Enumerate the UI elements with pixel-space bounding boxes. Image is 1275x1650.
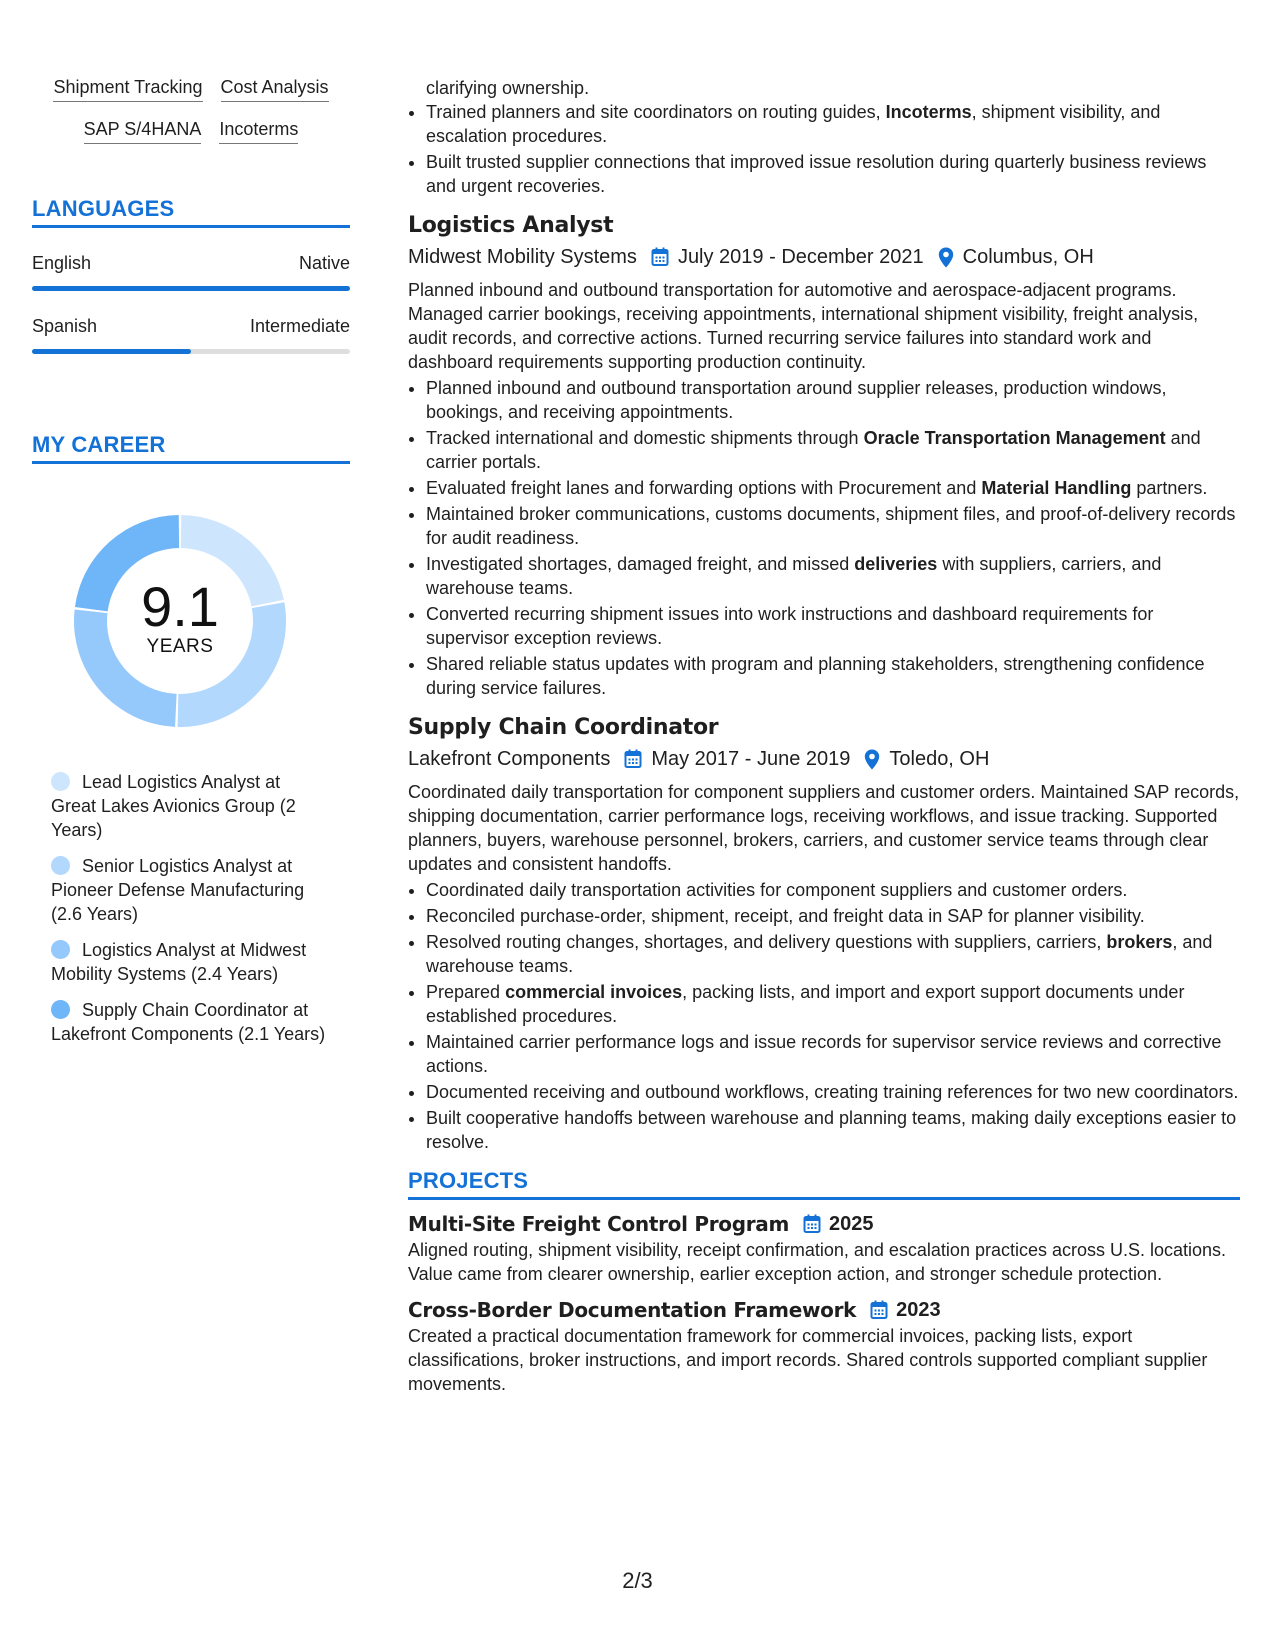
skill-tag: SAP S/4HANA: [84, 118, 202, 144]
job-meta: [408, 744, 1240, 774]
skill-tag: Incoterms: [219, 118, 298, 144]
career-total-years: 9.1: [141, 575, 219, 638]
job-dates: July 2019 - December 2021: [677, 246, 924, 268]
bullet-item: [426, 930, 1240, 978]
job-meta: [408, 242, 1240, 272]
career-donut-chart: [65, 506, 295, 736]
languages-section: [32, 196, 350, 354]
job-company: Lakefront Components: [408, 748, 611, 770]
career-section: [32, 432, 350, 1046]
bullet-text: Coordinated daily transportation activities for component suppliers and customer orders.: [426, 880, 1128, 900]
bullet-item: [426, 1030, 1240, 1078]
bullet-item: [426, 476, 1240, 500]
job-summary: Coordinated daily transportation for component suppliers and customer orders. Maintained SAP records, shipping documentation, carrier performance logs, receiving workflows, and issue tracking. Supported planners, buyers, warehouse personnel, brokers, carriers, and customer service teams through clear updates and consistent handoffs.: [408, 782, 1240, 874]
job-bullets: [408, 878, 1240, 1154]
projects-section: [408, 1168, 1240, 1396]
project-entry: [408, 1210, 1240, 1286]
legend-dot-icon: [51, 1000, 70, 1019]
bullet-item: [426, 376, 1240, 424]
career-total-unit: YEARS: [146, 636, 214, 657]
bullet-text: , shipment visibility, and escalation procedures.: [426, 102, 1161, 146]
career-legend-item: [51, 998, 327, 1046]
language-proficiency-fill: [32, 349, 191, 354]
bullet-text: Built trusted supplier connections that improved issue resolution during quarterly business reviews and urgent recoveries.: [426, 152, 1207, 196]
bullet-text: Reconciled purchase-order, shipment, receipt, and freight data in SAP for planner visibility.: [426, 906, 1145, 926]
language-proficiency-bar: [32, 286, 350, 291]
bullet-item: [426, 878, 1240, 902]
job-title: Supply Chain Coordinator: [408, 715, 719, 740]
career-legend-label: Supply Chain Coordinator at Lakefront Components (2.1 Years): [51, 1000, 326, 1044]
bullet-item: [426, 652, 1240, 700]
bullet-text: Investigated shortages, damaged freight, and missed: [426, 554, 855, 574]
bullet-keyword: Material Handling: [981, 478, 1132, 498]
bullet-keyword: commercial invoices: [505, 982, 683, 1002]
bullet-text: Prepared: [426, 982, 506, 1002]
language-proficiency-fill: [32, 286, 350, 291]
job-title: Logistics Analyst: [408, 213, 614, 238]
career-legend-label: Senior Logistics Analyst at Pioneer Defense Manufacturing (2.6 Years): [51, 856, 305, 924]
project-entry: [408, 1296, 1240, 1396]
legend-dot-icon: [51, 772, 70, 791]
calendar-icon: [870, 1300, 888, 1320]
project-title: Multi-Site Freight Control Program: [408, 1212, 790, 1236]
bullet-item: [426, 904, 1240, 928]
project-description: Created a practical documentation framework for commercial invoices, packing lists, export classifications, broker instructions, and import records. Shared controls supported compliant supplier movements.: [408, 1326, 1208, 1394]
project-year: 2025: [829, 1213, 874, 1235]
skill-tag: Shipment Tracking: [53, 76, 202, 102]
language-level: Intermediate: [249, 316, 350, 336]
bullet-text: Converted recurring shipment issues into work instructions and dashboard requirements for supervisor exception reviews.: [426, 604, 1154, 648]
calendar-icon: [624, 749, 642, 769]
bullet-item: [426, 426, 1240, 474]
language-proficiency-bar: [32, 349, 350, 354]
language-name: Spanish: [32, 316, 98, 336]
bullet-item: [426, 602, 1240, 650]
map-pin-icon: [938, 247, 954, 268]
bullet-keyword: Oracle Transportation Management: [863, 428, 1166, 448]
career-legend-label: Logistics Analyst at Midwest Mobility Systems (2.4 Years): [51, 940, 307, 984]
career-legend-label: Lead Logistics Analyst at Great Lakes Avionics Group (2 Years): [51, 772, 296, 840]
previous-job-bullets: [408, 100, 1240, 198]
bullet-text: Shared reliable status updates with program and planning stakeholders, strengthening confidence during service failures.: [426, 654, 1205, 698]
bullet-item: [426, 150, 1240, 198]
bullet-text: with suppliers, carriers, and warehouse teams.: [426, 554, 1162, 598]
bullet-keyword: deliveries: [854, 554, 938, 574]
bullet-text: Resolved routing changes, shortages, and delivery questions with suppliers, carriers,: [426, 932, 1107, 952]
bullet-keyword: Incoterms: [885, 102, 972, 122]
bullet-text: Maintained carrier performance logs and issue records for supervisor service reviews and corrective actions.: [426, 1032, 1222, 1076]
bullet-continuation: clarifying ownership.: [426, 78, 590, 98]
bullet-text: Maintained broker communications, customs documents, shipment files, and proof-of-delivery records for audit readiness.: [426, 504, 1236, 548]
bullet-text: Documented receiving and outbound workflows, creating training references for two new coordinators.: [426, 1082, 1239, 1102]
calendar-icon: [651, 247, 669, 267]
project-description: Aligned routing, shipment visibility, receipt confirmation, and escalation practices across U.S. locations. Value came from clearer ownership, earlier exception action, and stronger schedule protection.: [408, 1240, 1227, 1284]
bullet-keyword: brokers: [1106, 932, 1173, 952]
language-item: [32, 252, 350, 291]
job-entry: [408, 212, 1240, 700]
project-title: Cross-Border Documentation Framework: [408, 1298, 857, 1322]
bullet-text: Evaluated freight lanes and forwarding options with Procurement and: [426, 478, 982, 498]
career-legend-item: [51, 854, 327, 926]
language-level: Native: [298, 253, 350, 273]
page-number: 2/3: [622, 1568, 653, 1593]
project-header: [408, 1210, 1240, 1238]
legend-dot-icon: [51, 856, 70, 875]
bullet-text: Trained planners and site coordinators on routing guides,: [426, 102, 886, 122]
bullet-text: , and warehouse teams.: [426, 932, 1213, 976]
job-dates: May 2017 - June 2019: [651, 748, 851, 770]
job-company: Midwest Mobility Systems: [408, 246, 637, 268]
bullet-item: [426, 552, 1240, 600]
skill-tag: Cost Analysis: [221, 76, 329, 102]
languages-heading: LANGUAGES: [32, 196, 350, 228]
bullet-text: partners.: [1131, 478, 1208, 498]
bullet-item: [426, 980, 1240, 1028]
career-heading: MY CAREER: [32, 432, 350, 464]
skills-list: [32, 76, 350, 144]
bullet-item: [426, 1106, 1240, 1154]
job-summary: Planned inbound and outbound transportation for automotive and aerospace-adjacent programs. Managed carrier bookings, receiving appointments, international shipment visibility, freight analysis, audit records, and corrective actions. Turned recurring service failures into standard work and dashboard requirements supporting production continuity.: [408, 280, 1199, 372]
project-year: 2023: [896, 1299, 941, 1321]
job-location: Toledo, OH: [889, 748, 990, 770]
language-item: [32, 315, 350, 354]
career-legend: [32, 770, 327, 1046]
career-legend-item: [51, 938, 327, 986]
job-entry: [408, 714, 1240, 1154]
main-content: [408, 76, 1240, 1396]
calendar-icon: [803, 1214, 821, 1234]
bullet-item: [426, 1080, 1240, 1104]
previous-job-continuation: [408, 76, 1240, 198]
career-legend-item: [51, 770, 327, 842]
bullet-item: [426, 502, 1240, 550]
project-header: [408, 1296, 1240, 1324]
map-pin-icon: [864, 749, 880, 770]
sidebar: [32, 76, 350, 1058]
legend-dot-icon: [51, 940, 70, 959]
bullet-text: Planned inbound and outbound transportation around supplier releases, production windows, bookings, and receiving appointments.: [426, 378, 1167, 422]
language-name: English: [32, 253, 92, 273]
job-bullets: [408, 376, 1240, 700]
projects-heading: PROJECTS: [408, 1168, 1240, 1200]
bullet-text: Tracked international and domestic shipments through: [426, 428, 864, 448]
bullet-text: Built cooperative handoffs between warehouse and planning teams, making daily exceptions easier to resolve.: [426, 1108, 1237, 1152]
bullet-text: and carrier portals.: [426, 428, 1201, 472]
bullet-item: [426, 100, 1240, 148]
job-location: Columbus, OH: [962, 246, 1094, 268]
bullet-text: , packing lists, and import and export support documents under established procedures.: [426, 982, 1185, 1026]
